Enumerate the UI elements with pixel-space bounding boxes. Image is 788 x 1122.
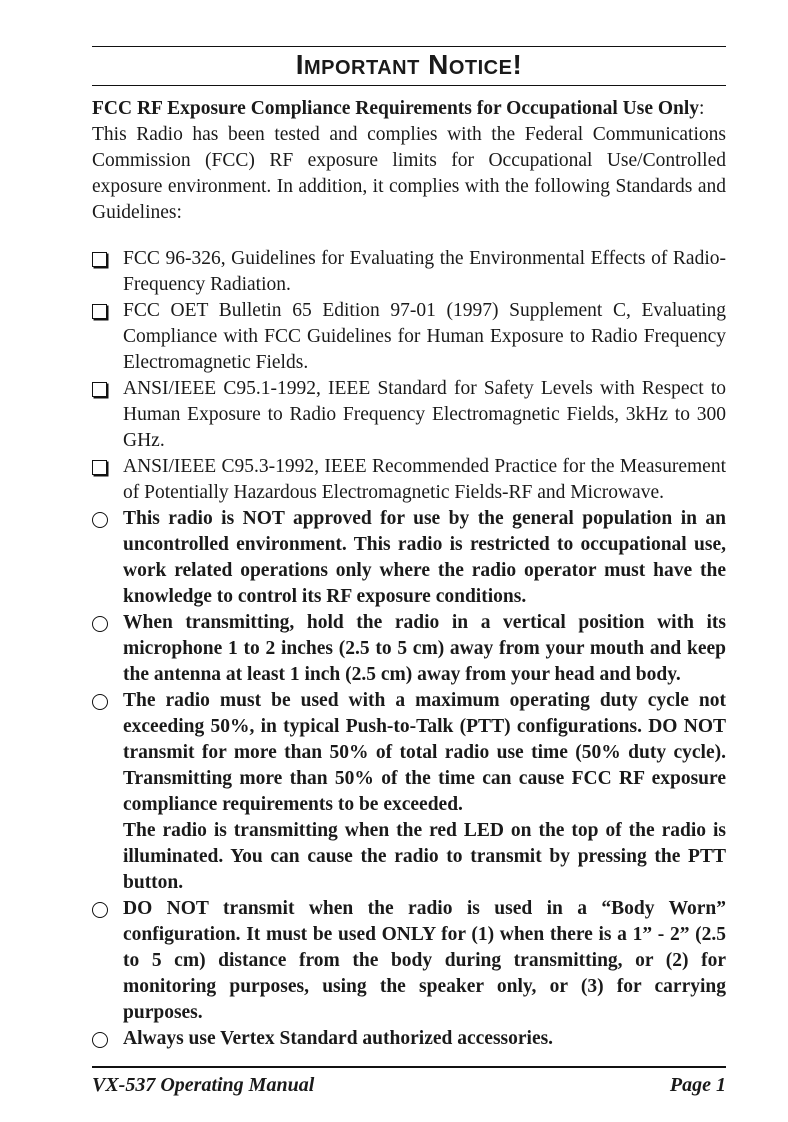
footer-row xyxy=(92,1072,726,1098)
compliance-subheading xyxy=(92,96,726,122)
notice-text: The radio must be used with a maximum operating duty cycle not exceeding 50%, in typical Push-to-Talk (PTT) configurations. DO NOT transmit for more than 50% of total radio use time (50% duty cycle). Transmitting more than 50% of the time can cause FCC RF exposure compliance requirements to be exceeded. xyxy=(123,689,726,815)
checkbox-bullet-icon xyxy=(92,252,107,267)
circle-bullet-icon xyxy=(92,512,108,528)
page-title: Important Notice! xyxy=(295,49,523,80)
footer-rule xyxy=(92,1066,726,1068)
page-number: Page 1 xyxy=(669,1074,726,1096)
notice-text-continued: The radio is transmitting when the red LED on the top of the radio is illuminated. You can cause the radio to transmit by pressing the PTT button. xyxy=(123,819,726,893)
circle-bullet-icon xyxy=(92,902,108,918)
checkbox-bullet-icon xyxy=(92,460,107,475)
notices-list xyxy=(92,506,726,1052)
circle-bullet-icon xyxy=(92,1032,108,1048)
notice-text: When transmitting, hold the radio in a vertical position with its microphone 1 to 2 inches (2.5 to 5 cm) away from your mouth and keep the antenna at least 1 inch (2.5 cm) away from your head and body. xyxy=(123,611,726,685)
list-item xyxy=(92,1026,726,1052)
notice-text: This radio is NOT approved for use by the general population in an uncontrolled environment. This radio is restricted to occupational use, work related operations only where the radio operator must have the knowledge to control its RF exposure conditions. xyxy=(123,507,726,607)
manual-title: VX-537 Operating Manual xyxy=(92,1074,315,1096)
notice-text: Always use Vertex Standard authorized accessories. xyxy=(123,1027,554,1049)
list-item xyxy=(92,246,726,298)
notice-page xyxy=(92,46,726,1052)
standard-text: ANSI/IEEE C95.1-1992, IEEE Standard for Safety Levels with Respect to Human Exposure to Radio Frequency Electromagnetic Fields, 3kHz to 300 GHz. xyxy=(123,377,726,451)
subheading-colon: : xyxy=(699,98,705,119)
circle-bullet-icon xyxy=(92,616,108,632)
list-item xyxy=(92,298,726,376)
checkbox-bullet-icon xyxy=(92,382,107,397)
page-footer xyxy=(92,1066,726,1098)
list-item xyxy=(92,506,726,610)
standard-text: FCC OET Bulletin 65 Edition 97-01 (1997) Supplement C, Evaluating Compliance with FCC Guidelines for Human Exposure to Radio Frequency Electromagnetic Fields. xyxy=(123,299,726,373)
list-item xyxy=(92,454,726,506)
list-item xyxy=(92,688,726,896)
list-item xyxy=(92,610,726,688)
standard-text: FCC 96-326, Guidelines for Evaluating the Environmental Effects of Radio-Frequency Radiation. xyxy=(123,247,726,295)
title-rule xyxy=(92,85,726,86)
standards-list xyxy=(92,246,726,506)
notice-text: DO NOT transmit when the radio is used in a “Body Worn” configuration. It must be used ONLY for (1) when there is a 1” - 2” (2.5 to 5 cm) distance from the body during transmitting, or (2) for monitoring purposes, using the speaker only, or (3) for carrying purposes. xyxy=(123,897,726,1023)
list-item xyxy=(92,376,726,454)
checkbox-bullet-icon xyxy=(92,304,107,319)
intro-paragraph: This Radio has been tested and complies with the Federal Communications Commission (FCC) RF exposure limits for Occupational Use/Controlled exposure environment. In addition, it complies with the following Standards and Guidelines: xyxy=(92,124,726,223)
list-item xyxy=(92,896,726,1026)
standard-text: ANSI/IEEE C95.3-1992, IEEE Recommended Practice for the Measurement of Potentially Hazardous Electromagnetic Fields-RF and Microwave. xyxy=(123,455,726,503)
subheading-text: FCC RF Exposure Compliance Requirements for Occupational Use Only xyxy=(92,98,700,119)
circle-bullet-icon xyxy=(92,694,108,710)
